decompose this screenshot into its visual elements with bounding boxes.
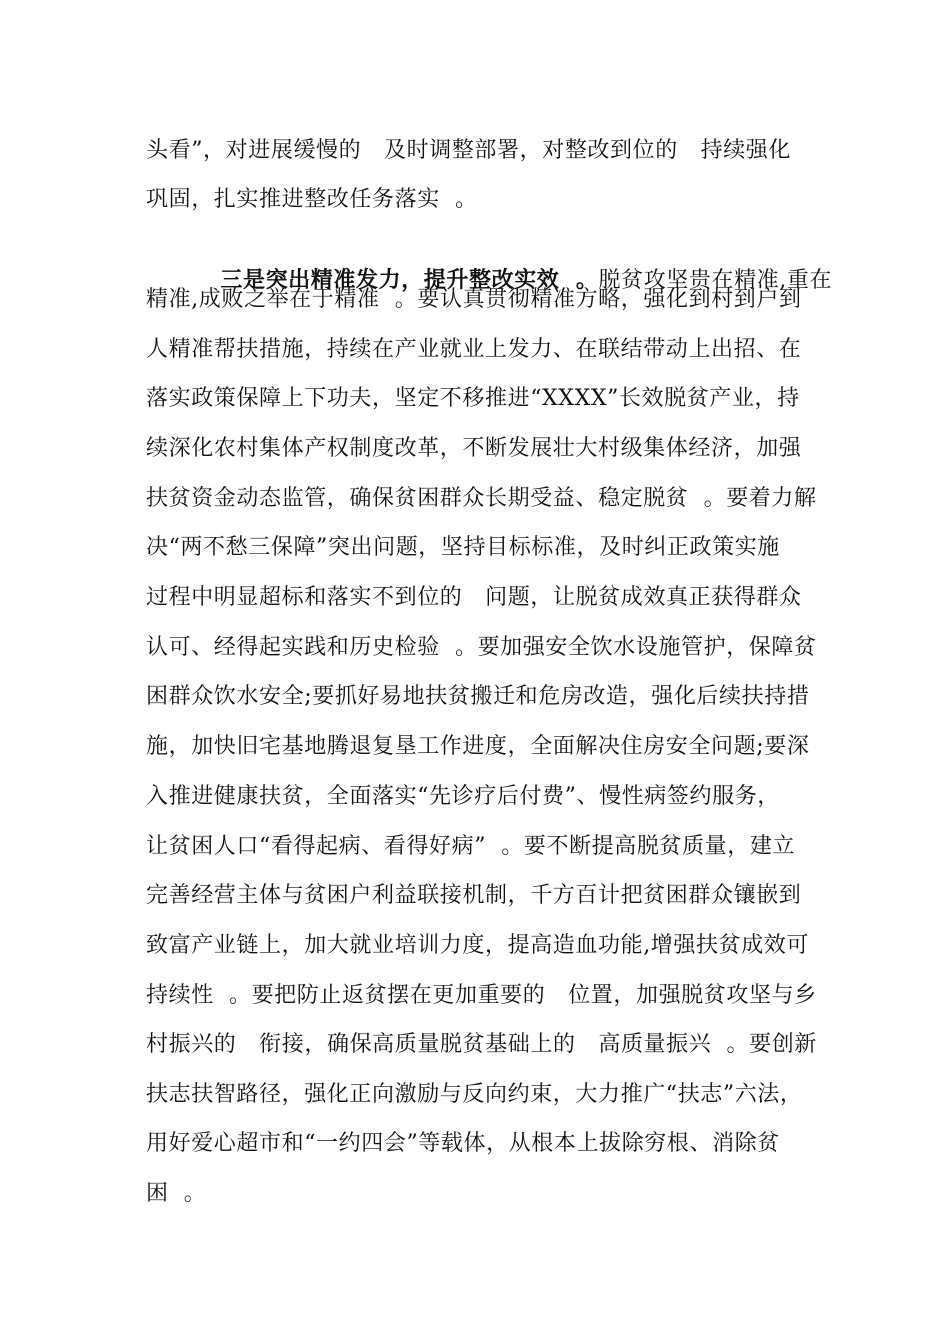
paragraph-line: 扶志扶智路径，强化正向激励与反向约束，大力推广“扶志”六法， (146, 1082, 803, 1107)
paragraph-line: 施，加快旧宅基地腾退复垦工作进度，全面解决住房安全问题;要深 (146, 734, 810, 759)
section-heading: 三是突出精准发力，提升整改实效 。 (220, 267, 599, 293)
paragraph-line: 落实政策保障上下功夫，坚定不移推进“XXXX”长效脱贫产业，持 (146, 386, 800, 411)
paragraph-line: 困群众饮水安全;要抓好易地扶贫搬迁和危房改造，强化后续扶持措 (146, 684, 810, 709)
paragraph-line: 困 。 (146, 1181, 207, 1206)
paragraph-line: 精准,成败之举在于精准 。要认真贯彻精准方略，强化到村到户到 (146, 287, 802, 312)
paragraph-line: 续深化农村集体产权制度改革，不断发展壮大村级集体经济，加强 (146, 436, 802, 461)
paragraph-text: 脱贫攻坚贵在精准,重在 (598, 268, 833, 293)
paragraph-line: 致富产业链上，加大就业培训力度，提高造血功能,增强扶贫成效可 (146, 933, 809, 958)
paragraph-line: 头看”，对进展缓慢的 及时调整部署，对整改到位的 持续强化 (146, 138, 792, 163)
paragraph-line: 用好爱心超市和“一约四会”等载体，从根本上拔除穷根、消除贫 (146, 1131, 780, 1156)
paragraph-line: 过程中明显超标和落实不到位的 问题，让脱贫成效真正获得群众 (146, 585, 802, 610)
paragraph-line: 完善经营主体与贫困户利益联接机制，千方百计把贫困群众镶嵌到 (146, 883, 802, 908)
paragraph-line: 决“两不愁三保障”突出问题，坚持目标标准，及时纠正政策实施 (146, 535, 780, 560)
paragraph-line: 人精准帮扶措施，持续在产业就业上发力、在联结带动上出招、在 (146, 337, 802, 362)
paragraph-line: 扶贫资金动态监管，确保贫困群众长期受益、稳定脱贫 。要着力解 (146, 486, 817, 511)
paragraph-line: 认可、经得起实践和历史检验 。要加强安全饮水设施管护，保障贫 (146, 635, 817, 660)
paragraph-line: 巩固，扎实推进整改任务落实 。 (146, 187, 478, 212)
paragraph-line: 持续性 。要把防止返贫摆在更加重要的 位置，加强脱贫攻坚与乡 (146, 983, 817, 1008)
paragraph-line: 让贫困人口“看得起病、看得好病” 。要不断提高脱贫质量，建立 (146, 834, 796, 859)
paragraph-line: 村振兴的 衔接，确保高质量脱贫基础上的 高质量振兴 。要创新 (146, 1032, 817, 1057)
paragraph-line: 入推进健康扶贫，全面落实“先诊疗后付费”、慢性病签约服务， (146, 784, 780, 809)
